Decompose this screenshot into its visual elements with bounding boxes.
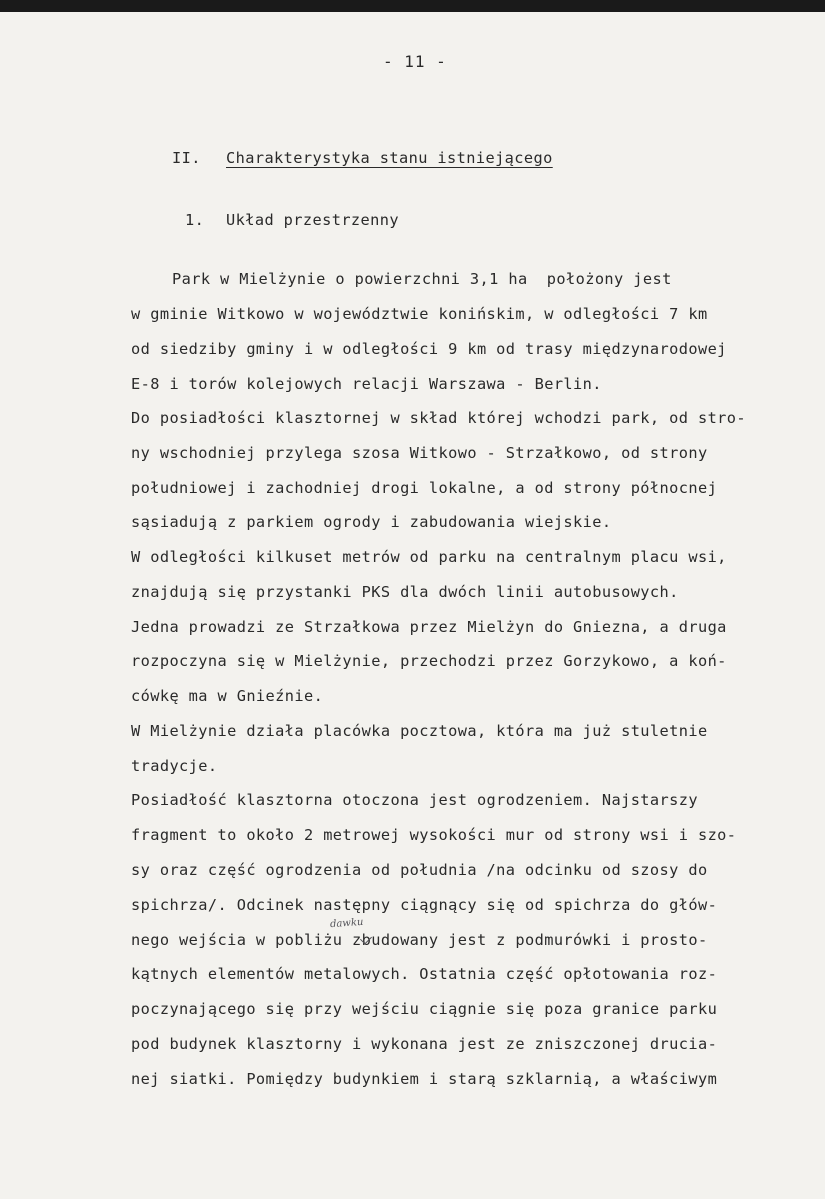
body-line: sąsiadują z parkiem ogrody i zabudowania wiejskie.	[131, 513, 612, 531]
body-line: nej siatki. Pomiędzy budynkiem i starą szklarnią, a właściwym	[131, 1070, 718, 1088]
body-line: sy oraz część ogrodzenia od południa /na odcinku od szosy do	[131, 861, 708, 879]
body-line: kątnych elementów metalowych. Ostatnia część opłotowania roz-	[131, 965, 718, 983]
body-line: od siedziby gminy i w odległości 9 km od trasy międzynarodowej	[131, 340, 727, 358]
body-line: rozpoczyna się w Mielżynie, przechodzi przez Gorzykowo, a koń-	[131, 652, 727, 670]
body-line: spichrza/. Odcinek następny ciągnący się od spichrza do głów-	[131, 896, 718, 914]
body-line: tradycje.	[131, 757, 218, 775]
handwritten-annotation: dawku	[329, 916, 364, 931]
body-line: cówkę ma w Gnieźnie.	[131, 687, 324, 705]
body-line: w gminie Witkowo w województwie konińskim, w odległości 7 km	[131, 305, 708, 323]
document-page	[0, 12, 825, 1199]
body-line: znajdują się przystanki PKS dla dwóch linii autobusowych.	[131, 583, 679, 601]
body-line: Do posiadłości klasztornej w skład której wchodzi park, od stro-	[131, 409, 747, 427]
body-line: Posiadłość klasztorna otoczona jest ogrodzeniem. Najstarszy	[131, 791, 698, 809]
page-number: - 11 -	[383, 52, 447, 71]
body-line: E-8 i torów kolejowych relacji Warszawa - Berlin.	[131, 375, 602, 393]
body-line: nego wejścia w pobliżu zbudowany jest z podmurówki i prosto-	[131, 931, 708, 949]
body-line: Park w Mielżynie o powierzchni 3,1 ha położony jest	[172, 270, 672, 288]
section-title: Charakterystyka stanu istniejącego	[226, 149, 553, 167]
body-line: pod budynek klasztorny i wykonana jest ze zniszczonej drucia-	[131, 1035, 718, 1053]
body-line: poczynającego się przy wejściu ciągnie się poza granice parku	[131, 1000, 718, 1018]
section-number: II.	[172, 149, 201, 167]
subsection-title: Układ przestrzenny	[226, 211, 399, 229]
body-line: ny wschodniej przylega szosa Witkowo - Strzałkowo, od strony	[131, 444, 708, 462]
body-line: W odległości kilkuset metrów od parku na centralnym placu wsi,	[131, 548, 727, 566]
body-line: południowej i zachodniej drogi lokalne, a od strony północnej	[131, 479, 718, 497]
body-line: W Mielżynie działa placówka pocztowa, która ma już stuletnie	[131, 722, 708, 740]
body-line: fragment to około 2 metrowej wysokości mur od strony wsi i szo-	[131, 826, 737, 844]
body-line: Jedna prowadzi ze Strzałkowa przez Mielżyn do Gniezna, a druga	[131, 618, 727, 636]
subsection-number: 1.	[185, 211, 205, 229]
